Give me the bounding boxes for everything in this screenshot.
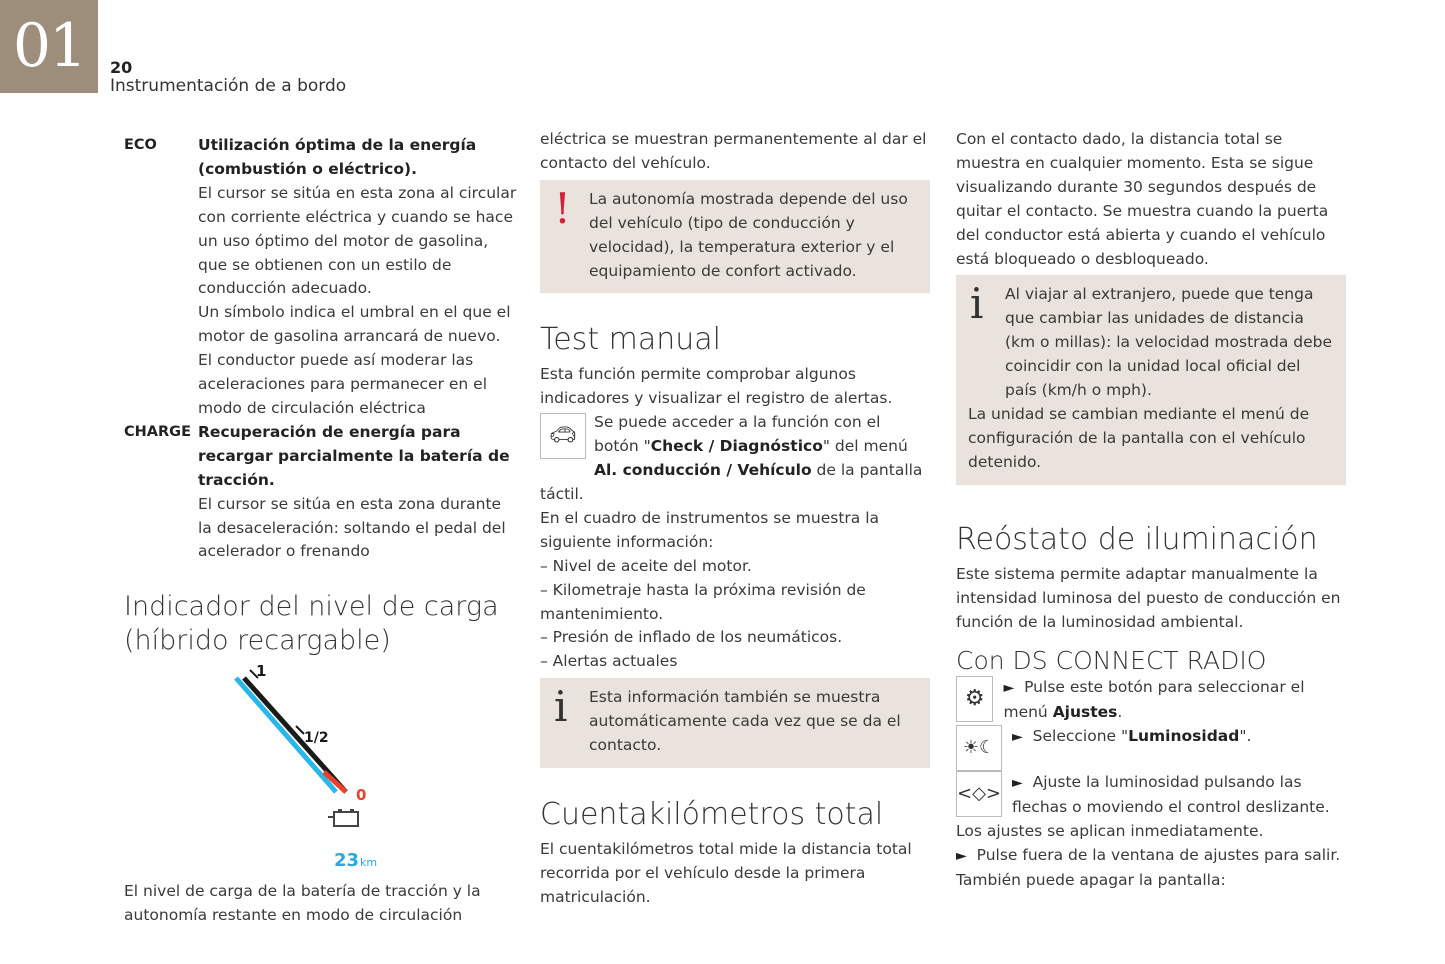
info-list [540, 555, 930, 675]
step2-c: ". [1239, 727, 1252, 746]
section-title: Instrumentación de a bordo [110, 76, 347, 96]
units-info-text-1: Al viajar al extranjero, puede que tenga que cambiar las unidades de distancia (km o millas): la velocidad mostrada debe coincidir con la unidad local oficial del país (km/h o mph). [1005, 285, 1333, 400]
chapter-number: 01 [12, 11, 86, 81]
column-1 [124, 134, 519, 928]
charge-definition [124, 421, 519, 564]
arrow-icon: ► [1012, 775, 1023, 792]
dimmer-paragraph: Este sistema permite adaptar manualmente la intensidad luminosa del puesto de conducción en función de la luminosidad ambiental. [956, 564, 1341, 631]
list-item: – Kilometraje hasta la próxima revisión de mantenimiento. [540, 580, 866, 623]
charge-paragraph: El cursor se sitúa en esta zona durante la desaceleración: soltando el pedal del acelerador o frenando [198, 494, 506, 561]
warning-icon: ! [554, 183, 571, 233]
test-p2-c: " del menú [822, 437, 908, 456]
arrow-icon: ► [1012, 729, 1023, 746]
test-manual-title: Test manual [540, 322, 721, 358]
gauge-label-full: 1 [256, 664, 267, 681]
info-text: Esta información también se muestra automáticamente cada vez que se da el contacto. [589, 688, 901, 755]
warning-text: La autonomía mostrada depende del uso del vehículo (tipo de conducción y velocidad), la temperatura exterior y el equipamiento de confort activado. [589, 189, 908, 280]
page-number: 20 [110, 58, 133, 77]
step-brightness [956, 725, 1346, 771]
col3-paragraph-1: Con el contacto dado, la distancia total se muestra en cualquier momento. Esta se sigue visualizando durante 30 segundos después de quitar el contacto. Se muestra cuando la puerta del conductor está abierta y cuando el vehículo está bloqueado o desbloqueado. [956, 130, 1329, 268]
dimmer-title: Reóstato de iluminación [956, 521, 1318, 557]
eco-heading: Utilización óptima de la energía (combustión o eléctrico). [198, 136, 477, 178]
test-paragraph-2 [540, 411, 930, 507]
eco-paragraph-3: El conductor puede así moderar las aceleraciones para permanecer en el modo de circulación eléctrica [198, 351, 487, 417]
list-item: – Nivel de aceite del motor. [540, 556, 752, 575]
test-p2-e: de la pantalla táctil. [540, 461, 923, 503]
settings-label: Ajustes [1052, 703, 1118, 722]
step-adjust [956, 771, 1346, 820]
check-diagnostic-label: Check / Diagnóstico [650, 437, 823, 456]
battery-icon [328, 809, 358, 826]
column-2 [540, 128, 930, 910]
eco-paragraph-2: Un símbolo indica el umbral en el que el motor de gasolina arrancará de nuevo. [198, 303, 511, 346]
eco-paragraph-1: El cursor se sitúa en esta zona al circular con corriente eléctrica y cuando se hace un uso óptimo del motor de gasolina, que se obtienen con un estilo de conducción adecuado. [198, 183, 517, 298]
arrow-icon: ► [1003, 680, 1015, 697]
list-item: – Alertas actuales [540, 652, 678, 671]
eco-definition [124, 134, 519, 421]
odometer-paragraph: El cuentakilómetros total mide la distancia total recorrida por el vehículo desde la primera matriculación. [540, 839, 912, 906]
test-paragraph-1: Esta función permite comprobar algunos indicadores y visualizar el registro de alertas. [540, 365, 893, 408]
brightness-sun-moon-icon: ☀☾ [956, 725, 1002, 771]
vehicle-menu-label: Al. conducción / Vehículo [594, 461, 812, 480]
screen-off-paragraph: También puede apagar la pantalla: [956, 870, 1226, 889]
charge-gauge-figure [220, 664, 520, 874]
info-icon: i [970, 279, 984, 329]
apply-paragraph: Los ajustes se aplican inmediatamente. [956, 822, 1264, 841]
car-check-icon: 🚗︎ [540, 413, 586, 459]
step3-text: Ajuste la luminosidad pulsando las flechas o moviendo el control deslizante. [1012, 773, 1330, 817]
arrow-icon: ► [956, 847, 967, 864]
brightness-label: Luminosidad [1128, 727, 1240, 746]
col2-intro: eléctrica se muestran permanentemente al dar el contacto del vehículo. [540, 130, 927, 172]
eco-term: ECO [124, 137, 157, 153]
list-item: – Presión de inflado de los neumáticos. [540, 628, 843, 647]
step2-a: Seleccione " [1032, 727, 1129, 746]
gauge-range-unit: km [360, 856, 378, 870]
test-paragraph-3: En el cuadro de instrumentos se muestra la siguiente información: [540, 508, 879, 551]
chapter-tab [0, 0, 98, 93]
info-box [540, 678, 930, 768]
column-3 [956, 128, 1346, 893]
charge-level-title: Indicador del nivel de carga (híbrido recargable) [124, 591, 499, 657]
gauge-label-half: 1/2 [304, 730, 329, 747]
ds-connect-title: Con DS CONNECT RADIO [956, 646, 1267, 676]
gauge-label-empty: 0 [356, 786, 367, 805]
gauge-range-value: 23 [334, 850, 360, 872]
units-info-text-2: La unidad se cambian mediante el menú de configuración de la pantalla con el vehículo detenido. [968, 404, 1310, 471]
charge-term: CHARGE [124, 423, 191, 440]
charge-heading: Recuperación de energía para recargar parcialmente la batería de tracción. [198, 422, 510, 489]
test-p2-a: Se puede acceder a la función con el botón " [594, 413, 881, 456]
odometer-title: Cuentakilómetros total [540, 796, 884, 832]
slider-arrows-icon: <◇> [956, 771, 1002, 817]
info-icon: i [554, 682, 568, 732]
charge-level-text: El nivel de carga de la batería de tracción y la autonomía restante en modo de circulación [124, 882, 481, 925]
warning-box [540, 180, 930, 294]
step-settings [956, 676, 1346, 725]
gauge-tick-half [296, 726, 304, 734]
units-info-box [956, 275, 1346, 484]
step1-c: . [1117, 703, 1123, 722]
step1-a: Pulse este botón para seleccionar el menú [1003, 678, 1305, 722]
settings-gear-icon: ⚙ [956, 676, 993, 722]
step4-text: Pulse fuera de la ventana de ajustes para salir. [976, 845, 1341, 864]
